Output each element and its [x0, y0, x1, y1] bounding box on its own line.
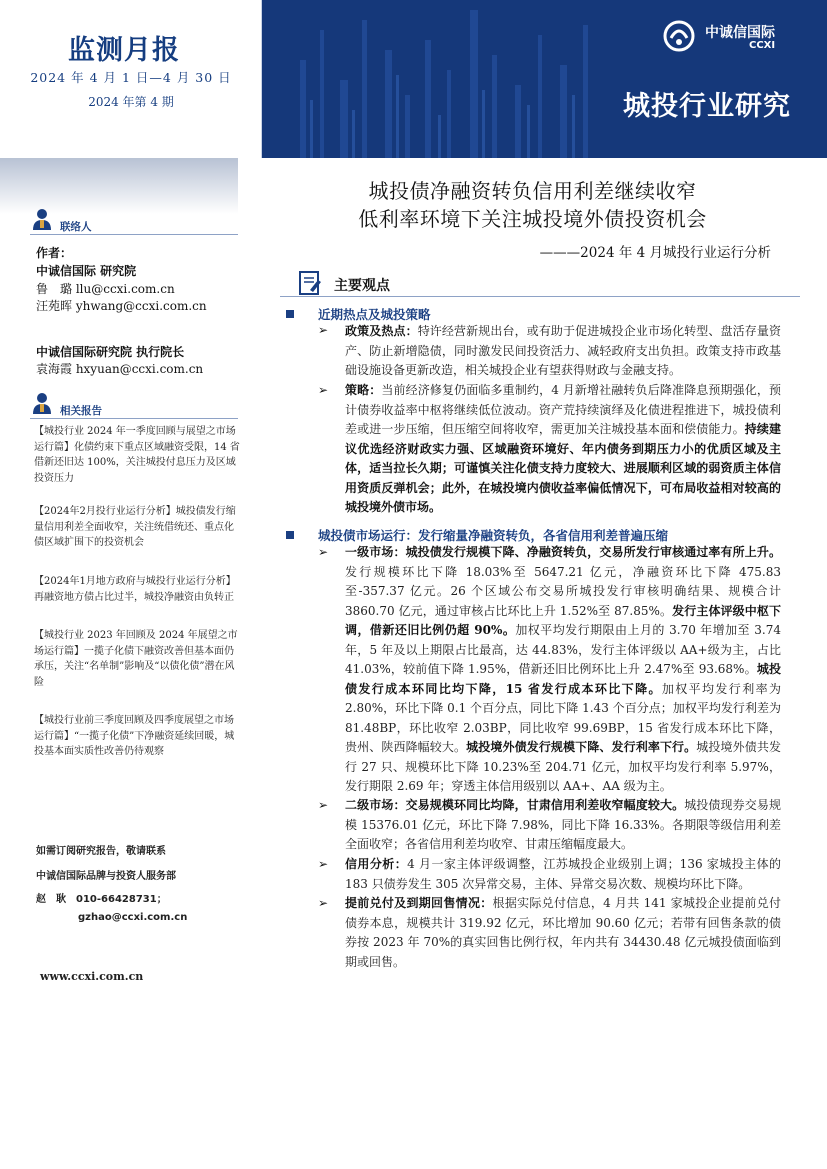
subscribe-dept: 中诚信国际品牌与投资人服务部 — [36, 871, 176, 882]
section-bullet — [286, 310, 294, 318]
author-org: 中诚信国际 研究院 — [36, 264, 137, 278]
report-title-line1: 城投债净融资转负信用利差继续收窄 — [368, 179, 697, 203]
header-band — [0, 0, 827, 158]
domain-title: 城投行业研究 — [623, 91, 791, 122]
paragraph-credit-analysis: 信用分析：4 月一家主体评级调整，江苏城投企业级别上调；136 家城投主体的 183 只债券发生 305 次异常交易，主体、异常交易次数、规模均环比下降。 — [345, 857, 781, 891]
contacts-person-icon — [32, 208, 52, 230]
report-date-range: 2024 年 4 月 1 日—4 月 30 日 — [30, 70, 232, 85]
related-divider — [30, 418, 238, 419]
related-report-link[interactable]: 【2024年1月地方政府与城投行业运行分析】再融资地方债占比过半，城投净融资由负转正 — [34, 576, 236, 603]
related-report-link[interactable]: 【2024年2月投行业运行分析】城投债发行缩量信用利差全面收窄，关注统借统还、重点化债区域扩围下的投资机会 — [34, 506, 236, 549]
arrow-bullet: ➢ — [318, 798, 329, 812]
arrow-bullet: ➢ — [318, 857, 329, 871]
arrow-bullet: ➢ — [318, 323, 329, 337]
subscribe-cta: 如需订阅研究报告，敬请联系 — [36, 846, 166, 857]
logo-mark-icon — [661, 18, 701, 54]
paragraph-primary-market: 一级市场：城投债发行规模下降、净融资转负，交易所发行审核通过率有所上升。发行规模环比下降 18.03%至 5647.21 亿元，净融资环比下降 475.83 至-357.37 亿元。26 个区域公布交易所城投发行审核明确结果、规模合计 3860.70 亿元，通过审核占比环比上升 1.52%至 87.85%。发行主体评级中枢下调，借新还旧比例仍超 90%。加权平均发行期限由上月的 3.70 年增加至 3.74 年，5 年及以上期限占比最高，达 44.83%，发行主体评级以 AA+级为主，占比 41.03%，较前值下降 1.95%，借新还旧比例环比上升 2.47%至 93.68%。城投债发行成本环同比均下降，15 省发行成本环比下降。加权平均发行利率为 2.80%，环比下降 0.1 个百分点，同比下降 1.43 个百分点；加权平均发行利差为 81.48BP，环比收窄 2.03BP，同比收窄 99.69BP，15 省发行成本环比下降，贵州、陕西降幅较大。城投境外债发行规模下降、发行利率下行。城投境外债共发行 27 只、规模环比下降 10.23%至 204.71 亿元，加权平均发行利率 5.97%，发行期限 2.69 年；穿透主体信用级别以 AA+、AA 级为主。 — [345, 545, 781, 793]
related-reports-heading: 相关报告 — [60, 405, 102, 417]
arrow-bullet: ➢ — [318, 383, 329, 397]
contacts-heading: 联络人 — [60, 221, 92, 233]
exec-name: 袁海霞 hxyuan@ccxi.com.cn — [36, 362, 204, 376]
logo-sub: CCXI — [749, 40, 776, 51]
header-left-panel — [0, 0, 262, 158]
author-entry: 汪苑晖 yhwang@ccxi.com.cn — [36, 299, 207, 313]
report-type-title: 监测月报 — [68, 35, 180, 66]
paragraph-early-redemption: 提前兑付及到期回售情况：根据实际兑付信息，4 月共 141 家城投企业提前兑付债券本息，规模共计 319.92 亿元，环比增加 90.60 亿元；若带有回售条款的债券按 2023 年 70%的真实回售比例行权，年内共有 34430.48 亿元城投债面临到期或回售。 — [345, 896, 781, 969]
author-entry: 鲁 璐 llu@ccxi.com.cn — [36, 282, 175, 296]
report-title-line2: 低利率环境下关注城投境外债投资机会 — [358, 207, 707, 231]
document-icon — [296, 270, 324, 296]
related-report-link[interactable]: 【城投行业 2023 年回顾及 2024 年展望之市场运行篇】一揽子化债下融资改善但基本面仍承压，关注“名单制”影响及“以债化债”潜在风险 — [34, 630, 238, 689]
paragraph-secondary-market: 二级市场：交易规模环同比均降，甘肃信用利差收窄幅度较大。城投债现券交易规模 15376.01 亿元，环比下降 7.98%，同比下降 16.33%。各期限等级信用利差全面收窄；各省信用利差均收窄、甘肃压缩幅度最大。 — [345, 798, 781, 851]
related-report-link[interactable]: 【城投行业 2024 年一季度回顾与展望之市场运行篇】化债约束下重点区域融资受限，14 省借新还旧达 100%，关注城投付息压力及区域投资压力 — [34, 426, 240, 485]
report-subtitle: ———2024 年 4 月城投行业运行分析 — [539, 245, 771, 261]
sidebar-top-shade — [0, 158, 238, 214]
arrow-bullet: ➢ — [318, 896, 329, 910]
report-issue: 2024 年第 4 期 — [88, 95, 174, 109]
subscribe-phone: 赵 耿 010-66428731； — [36, 894, 167, 905]
related-report-link[interactable]: 【城投行业前三季度回顾及四季度展望之市场运行篇】“一揽子化债”下净融资延续回暖，城投基本面实质性改善仍待观察 — [34, 715, 235, 758]
paragraph-strategy: 策略：当前经济修复仍面临多重制约，4 月新增社融转负后降准降息预期强化，预计债券收益率中枢将继续低位波动。资产荒持续演绎及化债进程推进下，城投债利差或进一步压缩，但压缩空间将收窄，需更加关注城投基本面和偿债能力。持续建议优选经济财政实力强、区域融资环境好、年内债务到期压力小的优质区域及主体，适当拉长久期；可谨慎关注化债支持力度较大、进展顺利区域的弱资质主体信用资质反弹机会；此外，在城投境内债收益率偏低情况下，可布局收益相对较高的城投境外债市场。 — [345, 383, 781, 514]
contacts-divider — [30, 234, 238, 235]
section-heading: 城投债市场运行：发行缩量净融资转负，各省信用利差普遍压缩 — [318, 528, 669, 543]
ccxi-logo — [661, 18, 791, 58]
author-label: 作者： — [36, 246, 73, 260]
section-heading: 近期热点及城投策略 — [318, 307, 431, 322]
exec-label: 中诚信国际研究院 执行院长 — [36, 345, 185, 359]
section-bullet — [286, 531, 294, 539]
subscribe-email[interactable]: gzhao@ccxi.com.cn — [78, 912, 188, 923]
website-link[interactable]: www.ccxi.com.cn — [40, 970, 144, 983]
paragraph-policy: 政策及热点：特许经营新规出台，或有助于促进城投企业市场化转型、盘活存量资产、防止新增隐债，同时激发民间投资活力、减轻政府支出负担。政策支持市政基础设施设备更新改造，相关城投企业有望获得财政与金融支持。 — [345, 324, 781, 377]
logo-text: 中诚信国际 — [705, 25, 775, 41]
key-points-heading: 主要观点 — [334, 278, 390, 294]
arrow-bullet: ➢ — [318, 545, 329, 559]
related-reports-icon — [32, 392, 52, 414]
key-points-divider — [280, 296, 800, 297]
